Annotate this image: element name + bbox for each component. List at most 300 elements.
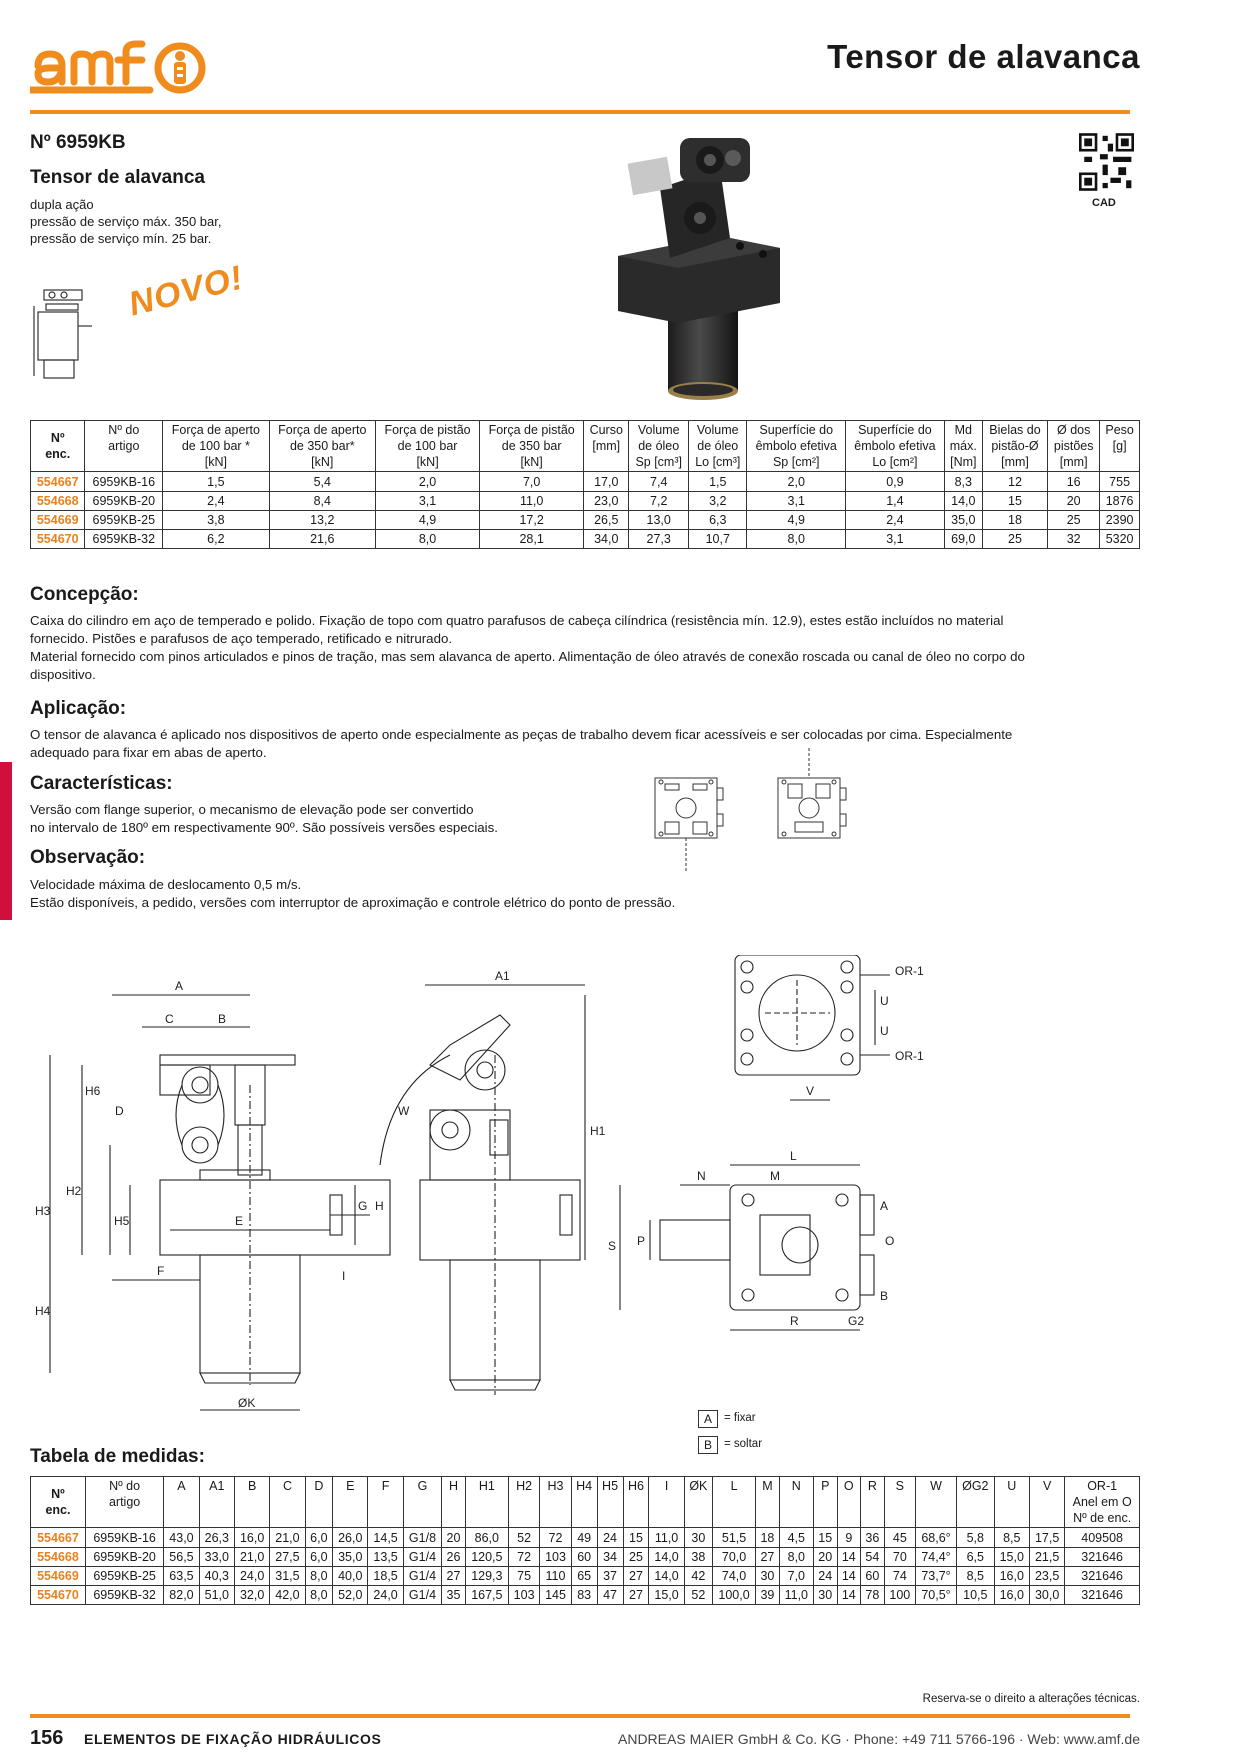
dim-label: B: [218, 1012, 227, 1026]
dim-label: H2: [66, 1184, 82, 1198]
table-cell: 103: [508, 1586, 539, 1605]
order-number-cell[interactable]: 554667: [31, 472, 85, 492]
text-line: O tensor de alavanca é aplicado nos dispositivos de aperto onde especialmente as peças de trabalho devem ficar acessíveis e ser colocadas por cima. Especialmente: [30, 727, 1013, 742]
dim-table-title: Tabela de medidas:: [30, 1446, 205, 1467]
order-number-cell[interactable]: 554668: [31, 1548, 86, 1567]
table-cell: 6959KB-20: [85, 492, 163, 511]
table-cell: 28,1: [480, 530, 584, 549]
table-cell: 7,0: [779, 1567, 813, 1586]
text-line: fornecido. Pistões e parafusos de aço temperado, retificado e nitrurado.: [30, 631, 453, 646]
dim-label: G: [358, 1199, 368, 1213]
table-cell: 6959KB-16: [85, 1528, 163, 1548]
table-cell: 45: [884, 1528, 915, 1548]
table-header-cell: ØG2: [956, 1477, 994, 1528]
legend-text-a: = fixar: [724, 1412, 756, 1424]
table-cell: 27,5: [270, 1548, 305, 1567]
table-cell: 4,9: [376, 511, 480, 530]
table-cell: 47: [597, 1586, 623, 1605]
table-row: [31, 1548, 1140, 1567]
table-cell: 27,3: [629, 530, 689, 549]
table-cell: 103: [540, 1548, 571, 1567]
dim-label: V: [806, 1084, 815, 1098]
table-cell: 6959KB-25: [85, 1567, 163, 1586]
footer-rule: [30, 1714, 1130, 1718]
table-cell: 74,0: [712, 1567, 755, 1586]
table-cell: 11,0: [649, 1528, 684, 1548]
page-title: Tensor de alavanca: [827, 38, 1140, 75]
table-cell: 1876: [1100, 492, 1140, 511]
table-cell: 51,0: [199, 1586, 234, 1605]
table-cell: 72: [540, 1528, 571, 1548]
table-cell: 3,1: [376, 492, 480, 511]
dim-label: A: [175, 979, 184, 993]
table-cell: 167,5: [465, 1586, 508, 1605]
table-cell: 36: [861, 1528, 885, 1548]
dim-label: L: [790, 1149, 797, 1163]
footer-section-title: ELEMENTOS DE FIXAÇÃO HIDRÁULICOS: [84, 1731, 382, 1747]
table-cell: 18: [756, 1528, 780, 1548]
table-cell: 25: [982, 530, 1047, 549]
legend-key-b: B: [698, 1436, 718, 1454]
table-cell: 4,5: [779, 1528, 813, 1548]
section-title-aplicacao: Aplicação:: [30, 698, 127, 719]
table-header-cell: G: [403, 1477, 441, 1528]
table-header-cell: M: [756, 1477, 780, 1528]
table-cell: 52,0: [333, 1586, 368, 1605]
table-cell: 27: [442, 1567, 466, 1586]
table-cell: 100,0: [712, 1586, 755, 1605]
table-cell: 10,5: [956, 1586, 994, 1605]
table-cell: 2,0: [747, 472, 846, 492]
table-cell: 8,0: [779, 1548, 813, 1567]
table-cell: 1,5: [689, 472, 747, 492]
table-header-cell: H5: [597, 1477, 623, 1528]
table-header-cell: H6: [623, 1477, 649, 1528]
table-cell: 24: [597, 1528, 623, 1548]
table-cell: 30: [756, 1567, 780, 1586]
dim-label: C: [165, 1012, 174, 1026]
table-cell: 5,4: [269, 472, 375, 492]
table-cell: 72: [508, 1548, 539, 1567]
table-header-cell: Nº enc.: [31, 1477, 86, 1528]
table-cell: 14,0: [649, 1567, 684, 1586]
table-cell: 14: [837, 1567, 861, 1586]
variant-drawings: [645, 748, 885, 883]
table-cell: 3,1: [747, 492, 846, 511]
table-header-cell: H4: [571, 1477, 597, 1528]
table-cell: 8,0: [305, 1567, 332, 1586]
table-cell: 2,4: [846, 511, 945, 530]
table-cell: 52: [684, 1586, 712, 1605]
dim-label: F: [157, 1264, 165, 1278]
dim-label: ØK: [238, 1396, 256, 1410]
table-cell: 37: [597, 1567, 623, 1586]
table-cell: 35,0: [944, 511, 982, 530]
table-cell: 6,3: [689, 511, 747, 530]
section-title-caracteristicas: Características:: [30, 773, 173, 794]
technical-drawing: [30, 955, 1060, 1440]
table-cell: 7,2: [629, 492, 689, 511]
table-cell: 755: [1100, 472, 1140, 492]
table-row: [31, 1528, 1140, 1548]
table-cell: 17,5: [1029, 1528, 1064, 1548]
table-cell: 40,3: [199, 1567, 234, 1586]
table-header-cell: Superfície do êmbolo efetiva Lo [cm²]: [846, 421, 945, 472]
dim-label: H6: [85, 1084, 101, 1098]
dim-label: G2: [848, 1314, 865, 1328]
table-cell: 14: [837, 1548, 861, 1567]
table-cell: 23,0: [584, 492, 629, 511]
table-cell: 43,0: [164, 1528, 199, 1548]
table-header-cell: Nº enc.: [31, 421, 85, 472]
table-cell: 21,6: [269, 530, 375, 549]
table-cell: 39: [756, 1586, 780, 1605]
table-cell: 31,5: [270, 1567, 305, 1586]
dim-label: U: [880, 994, 889, 1008]
table-cell: 16,0: [994, 1586, 1029, 1605]
table-cell: 18: [982, 511, 1047, 530]
dim-label: H4: [35, 1304, 51, 1318]
text-line: Velocidade máxima de deslocamento 0,5 m/s.: [30, 877, 302, 892]
table-cell: 35: [442, 1586, 466, 1605]
table-cell: 14: [837, 1586, 861, 1605]
dim-label: OR-1: [895, 964, 924, 978]
table-cell: 14,0: [649, 1548, 684, 1567]
table-cell: 6959KB-32: [85, 530, 163, 549]
spec-table: [30, 420, 1140, 549]
table-cell: 78: [861, 1586, 885, 1605]
legend-text-b: = soltar: [724, 1438, 763, 1450]
dim-label: U: [880, 1024, 889, 1038]
table-cell: 321646: [1065, 1548, 1140, 1567]
table-cell: 60: [861, 1567, 885, 1586]
table-header-cell: ØK: [684, 1477, 712, 1528]
table-header-cell: H: [442, 1477, 466, 1528]
table-row: [31, 1567, 1140, 1586]
table-header-cell: N: [779, 1477, 813, 1528]
dim-label: R: [790, 1314, 799, 1328]
table-cell: 10,7: [689, 530, 747, 549]
desc-line: dupla ação: [30, 197, 94, 212]
table-cell: 42: [684, 1567, 712, 1586]
table-header-cell: H2: [508, 1477, 539, 1528]
table-header-cell: F: [368, 1477, 403, 1528]
dim-label: W: [398, 1104, 410, 1118]
table-cell: 321646: [1065, 1567, 1140, 1586]
table-cell: 27: [756, 1548, 780, 1567]
table-cell: G1/4: [403, 1567, 441, 1586]
dim-label: D: [115, 1104, 124, 1118]
table-cell: 11,0: [779, 1586, 813, 1605]
schematic-icon: [30, 286, 95, 391]
table-header-cell: Força de aperto de 100 bar * [kN]: [163, 421, 269, 472]
text-line: Material fornecido com pinos articulados e pinos de tração, mas sem alavanca de aperto. Alimentação de óleo através de conexão roscada ou canal de óleo no corpo do: [30, 649, 1025, 664]
footer-note: Reserva-se o direito a alterações técnicas.: [922, 1693, 1140, 1705]
table-cell: 70,5°: [916, 1586, 957, 1605]
section-body-concepcao: [30, 612, 1140, 684]
table-cell: 14,0: [944, 492, 982, 511]
dim-label: A: [880, 1199, 889, 1213]
text-line: Caixa do cilindro em aço de temperado e polido. Fixação de topo com quatro parafusos de cabeça cilíndrica (resistência mín. 12.9), estes estão incluídos no material: [30, 613, 1004, 628]
table-header-cell: Força de aperto de 350 bar* [kN]: [269, 421, 375, 472]
text-line: Versão com flange superior, o mecanismo de elevação pode ser convertido: [30, 802, 474, 817]
text-line: dispositivo.: [30, 667, 96, 682]
table-cell: 83: [571, 1586, 597, 1605]
dim-label: B: [880, 1289, 889, 1303]
section-body-observacao: [30, 876, 1140, 912]
table-cell: 6,0: [305, 1548, 332, 1567]
cad-qr-code[interactable]: [1079, 133, 1134, 191]
table-cell: 30: [813, 1586, 837, 1605]
spec-header-row: [31, 421, 1140, 472]
table-header-cell: I: [649, 1477, 684, 1528]
table-header-cell: Força de pistão de 350 bar [kN]: [480, 421, 584, 472]
table-cell: 8,5: [994, 1528, 1029, 1548]
table-cell: 145: [540, 1586, 571, 1605]
order-number-cell[interactable]: 554670: [31, 530, 85, 549]
table-cell: 73,7°: [916, 1567, 957, 1586]
footer-company: ANDREAS MAIER GmbH & Co. KG · Phone: +49 711 5766-196 · Web: www.amf.de: [618, 1731, 1140, 1747]
table-header-cell: Md máx. [Nm]: [944, 421, 982, 472]
table-cell: 15,0: [649, 1586, 684, 1605]
table-cell: 33,0: [199, 1548, 234, 1567]
table-cell: 56,5: [164, 1548, 199, 1567]
table-cell: 16,0: [994, 1567, 1029, 1586]
table-cell: 100: [884, 1586, 915, 1605]
table-cell: 8,0: [747, 530, 846, 549]
table-header-cell: H3: [540, 1477, 571, 1528]
table-cell: 34: [597, 1548, 623, 1567]
table-cell: G1/4: [403, 1548, 441, 1567]
table-row: [31, 492, 1140, 511]
table-header-cell: D: [305, 1477, 332, 1528]
table-cell: 3,2: [689, 492, 747, 511]
table-cell: 409508: [1065, 1528, 1140, 1548]
table-header-cell: Peso [g]: [1100, 421, 1140, 472]
table-cell: 30: [684, 1528, 712, 1548]
dim-label: O: [885, 1234, 895, 1248]
table-header-cell: W: [916, 1477, 957, 1528]
table-cell: 69,0: [944, 530, 982, 549]
dim-label: E: [235, 1214, 244, 1228]
table-cell: 6959KB-25: [85, 511, 163, 530]
table-cell: 65: [571, 1567, 597, 1586]
table-cell: 6,0: [305, 1528, 332, 1548]
table-cell: 17,2: [480, 511, 584, 530]
dim-label: H1: [590, 1124, 606, 1138]
table-cell: 7,4: [629, 472, 689, 492]
table-cell: 86,0: [465, 1528, 508, 1548]
table-cell: 1,5: [163, 472, 269, 492]
table-cell: 24,0: [368, 1586, 403, 1605]
table-cell: 2390: [1100, 511, 1140, 530]
desc-line: pressão de serviço máx. 350 bar,: [30, 214, 222, 229]
table-cell: 16: [1048, 472, 1100, 492]
table-header-cell: Nº do artigo: [85, 1477, 163, 1528]
table-cell: 21,0: [270, 1528, 305, 1548]
table-cell: 52: [508, 1528, 539, 1548]
table-cell: 7,0: [480, 472, 584, 492]
table-cell: 24,0: [234, 1567, 269, 1586]
dim-label: M: [770, 1169, 780, 1183]
table-cell: 8,0: [305, 1586, 332, 1605]
table-cell: 13,2: [269, 511, 375, 530]
table-cell: 26,5: [584, 511, 629, 530]
table-cell: 8,0: [376, 530, 480, 549]
text-line: Estão disponíveis, a pedido, versões com interruptor de aproximação e controle elétrico do ponto de pressão.: [30, 895, 676, 910]
table-header-cell: A1: [199, 1477, 234, 1528]
page-number: 156: [30, 1727, 64, 1749]
cad-label: CAD: [1092, 197, 1116, 209]
section-marker: [0, 762, 12, 920]
table-cell: 23,5: [1029, 1567, 1064, 1586]
table-cell: 5320: [1100, 530, 1140, 549]
legend-key-a: A: [698, 1410, 718, 1428]
table-header-cell: Ø dos pistões [mm]: [1048, 421, 1100, 472]
table-cell: 8,4: [269, 492, 375, 511]
order-number-cell[interactable]: 554669: [31, 1567, 86, 1586]
product-photo: [600, 128, 800, 423]
table-cell: 13,0: [629, 511, 689, 530]
table-cell: 27: [623, 1586, 649, 1605]
dim-label: S: [608, 1239, 617, 1253]
table-cell: 35,0: [333, 1548, 368, 1567]
table-cell: 75: [508, 1567, 539, 1586]
table-cell: 110: [540, 1567, 571, 1586]
table-cell: 6959KB-16: [85, 472, 163, 492]
table-cell: 51,5: [712, 1528, 755, 1548]
table-cell: 16,0: [234, 1528, 269, 1548]
table-cell: 6959KB-20: [85, 1548, 163, 1567]
table-cell: 20: [1048, 492, 1100, 511]
table-cell: 24: [813, 1567, 837, 1586]
dim-label: H3: [35, 1204, 51, 1218]
dim-label: H5: [114, 1214, 130, 1228]
table-cell: 38: [684, 1548, 712, 1567]
table-cell: 21,5: [1029, 1548, 1064, 1567]
table-row: [31, 472, 1140, 492]
table-header-cell: B: [234, 1477, 269, 1528]
table-header-cell: R: [861, 1477, 885, 1528]
table-cell: 14,5: [368, 1528, 403, 1548]
table-header-cell: C: [270, 1477, 305, 1528]
table-cell: 30,0: [1029, 1586, 1064, 1605]
product-description: [30, 196, 222, 247]
table-header-cell: Volume de óleo Sp [cm³]: [629, 421, 689, 472]
table-cell: 34,0: [584, 530, 629, 549]
table-cell: 129,3: [465, 1567, 508, 1586]
table-cell: 32: [1048, 530, 1100, 549]
table-cell: 70,0: [712, 1548, 755, 1567]
table-cell: 74,4°: [916, 1548, 957, 1567]
table-cell: G1/4: [403, 1586, 441, 1605]
table-cell: 74: [884, 1567, 915, 1586]
table-cell: 15: [982, 492, 1047, 511]
product-name: Tensor de alavanca: [30, 167, 205, 188]
table-header-cell: Bielas do pistão-Ø [mm]: [982, 421, 1047, 472]
table-cell: 6959KB-32: [85, 1586, 163, 1605]
table-cell: 18,5: [368, 1567, 403, 1586]
table-cell: 15,0: [994, 1548, 1029, 1567]
table-row: [31, 511, 1140, 530]
dim-label: I: [342, 1269, 346, 1283]
table-cell: 63,5: [164, 1567, 199, 1586]
table-header-cell: H1: [465, 1477, 508, 1528]
order-number-cell[interactable]: 554669: [31, 511, 85, 530]
table-cell: 3,1: [846, 530, 945, 549]
table-cell: 70: [884, 1548, 915, 1567]
table-header-cell: Volume de óleo Lo [cm³]: [689, 421, 747, 472]
table-header-cell: O: [837, 1477, 861, 1528]
table-header-cell: P: [813, 1477, 837, 1528]
table-cell: 40,0: [333, 1567, 368, 1586]
table-header-cell: V: [1029, 1477, 1064, 1528]
table-header-cell: A: [164, 1477, 199, 1528]
amf-logo: [30, 38, 220, 101]
table-cell: 32,0: [234, 1586, 269, 1605]
table-cell: 3,8: [163, 511, 269, 530]
product-number: Nº 6959KB: [30, 132, 126, 153]
table-cell: 60: [571, 1548, 597, 1567]
table-cell: 0,9: [846, 472, 945, 492]
order-number-cell[interactable]: 554668: [31, 492, 85, 511]
table-header-cell: U: [994, 1477, 1029, 1528]
table-header-cell: OR-1 Anel em O Nº de enc.: [1065, 1477, 1140, 1528]
table-cell: 26,0: [333, 1528, 368, 1548]
table-cell: 82,0: [164, 1586, 199, 1605]
header-rule: [30, 110, 1130, 114]
table-cell: 20: [813, 1548, 837, 1567]
dimension-table: [30, 1476, 1140, 1605]
table-cell: 20: [442, 1528, 466, 1548]
table-header-cell: L: [712, 1477, 755, 1528]
table-cell: 6,5: [956, 1548, 994, 1567]
text-line: adequado para fixar em abas de aperto.: [30, 745, 267, 760]
dim-label: P: [637, 1234, 646, 1248]
section-body-aplicacao: [30, 726, 1140, 762]
order-number-cell[interactable]: 554667: [31, 1528, 86, 1548]
dim-label: N: [697, 1169, 706, 1183]
dim-label: A1: [495, 969, 510, 983]
table-cell: 13,5: [368, 1548, 403, 1567]
section-body-caracteristicas: [30, 801, 630, 837]
table-cell: 68,6°: [916, 1528, 957, 1548]
table-cell: 321646: [1065, 1586, 1140, 1605]
table-cell: 21,0: [234, 1548, 269, 1567]
table-row: [31, 530, 1140, 549]
dim-label: H: [375, 1199, 384, 1213]
table-cell: 49: [571, 1528, 597, 1548]
desc-line: pressão de serviço mín. 25 bar.: [30, 231, 212, 246]
table-cell: 15: [813, 1528, 837, 1548]
table-cell: 1,4: [846, 492, 945, 511]
table-cell: 6,2: [163, 530, 269, 549]
table-cell: 12: [982, 472, 1047, 492]
table-header-cell: Nº do artigo: [85, 421, 163, 472]
table-cell: 4,9: [747, 511, 846, 530]
section-title-observacao: Observação:: [30, 847, 146, 868]
table-cell: 25: [1048, 511, 1100, 530]
table-header-cell: Superfície do êmbolo efetiva Sp [cm²]: [747, 421, 846, 472]
order-number-cell[interactable]: 554670: [31, 1586, 86, 1605]
table-cell: 42,0: [270, 1586, 305, 1605]
table-header-cell: Força de pistão de 100 bar [kN]: [376, 421, 480, 472]
text-line: no intervalo de 180º em respectivamente 90º. São possíveis versões especiais.: [30, 820, 498, 835]
new-badge: NOVO!: [125, 258, 248, 324]
table-cell: 26,3: [199, 1528, 234, 1548]
dim-header-row: [31, 1477, 1140, 1528]
table-cell: 11,0: [480, 492, 584, 511]
